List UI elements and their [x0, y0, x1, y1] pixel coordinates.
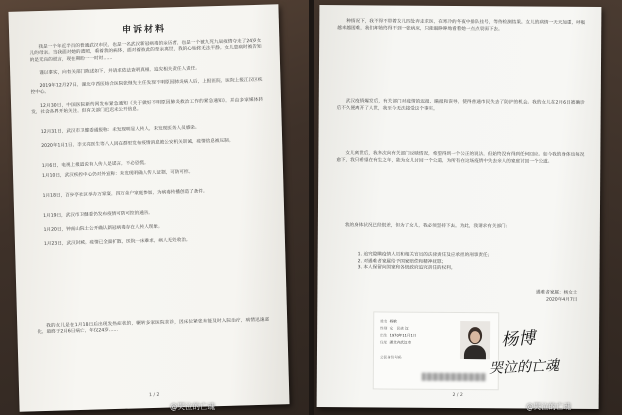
date-line: 2020年4月7日: [546, 297, 578, 303]
id-photo: [460, 321, 490, 359]
watermark-left: @哭泣的亡魂: [170, 402, 215, 411]
photo-body: [464, 345, 486, 359]
paragraph: 2019年12月27日，湖北中西医结合医院张继先主任发现不明原因肺炎病人后，上报医院，医院上报江汉区疾控中心。: [30, 77, 263, 96]
paragraph: 1月10日，武汉疾控中心仍对外宣称：未发现明确人传人证据，可防可控。: [42, 169, 194, 179]
page-number: 2 / 2: [452, 392, 463, 399]
handwritten-signature: 杨博: [500, 328, 536, 351]
paragraph: 12月30日，中国医院新药网发布紧急通知《关于做好不明原因肺炎救治工作的紧急通知》，并由多家媒体转发，社会各界开始关注，但有关部门迟迟未公开信息。: [31, 97, 264, 116]
list-item: 2. 对遇难者家属给予国家赔偿和精神抚慰；: [357, 258, 447, 265]
id-name-row: 姓名 杨敏: [380, 319, 397, 324]
paragraph: 女儿离世后，我多次向有关部门反映情况，希望得到一个公正的说法，但始终没有得到任何回应。如今我的身体也每况愈下，我只希望在有生之年，能为女儿讨回一个公道，为所有在这场疫情中失去亲人的家庭讨回一个公道。: [336, 151, 585, 165]
redacted-id-number: [422, 373, 486, 381]
id-number-label: 公民身份号码: [379, 355, 402, 360]
id-card-copy: [373, 311, 500, 390]
paragraph: 1月23日，武汉封城。疫情已全面扩散，医院一床难求，病人无处收治。: [43, 237, 191, 247]
paragraph: 我的女儿是在1月18日后出现发热症状的，辗转多家医院求诊，因床位紧张未能及时入院治疗，病情迅速恶化，最终于2月6日病亡，年仅24岁……: [37, 317, 270, 336]
handwritten-alias: 哭泣的亡魂: [488, 357, 560, 378]
page-number: 1 / 2: [148, 392, 160, 399]
paragraph: 1月6日，电视上报道说有人传人是谣言，不必恐慌。: [41, 160, 149, 169]
paragraph: 2020年1月1日，李文亮医生等八人因在群里发布疫情消息被公安机关训诫，疫情信息被压制。: [41, 138, 234, 149]
paragraph: 种情况下，我不得不带着女儿四处奔走求医，在寒冷的冬夜中排队挂号，等待检测结果。女儿的病情一天天加重，呼吸越来越困难，我们却始终得不到一张病床，只能眼睁睁地看着她一点点衰弱下去。: [337, 19, 586, 33]
paragraph: 我是一个年近半百的普通武汉市民，也是一名武汉新冠病毒的亲历者，也是一个被九死九辰疫情夺走了24岁女儿的母亲。当我面对她的遗照，看着我的病体，面对着彼此的至亲离世，我的心始终无法平静。女儿患病时被告知的是无良的谎言，现在期盼一一时时……: [29, 38, 262, 63]
document-page-2: [317, 5, 602, 409]
paragraph: 1月20日，钟南山院士公开确认新冠病毒存在人传人现象。: [43, 224, 163, 233]
paragraph: 谨以事实，向有关部门陈述如下，并请求依法查明真相，追究相关责任人责任。: [39, 66, 201, 77]
signer-line: 遇难者家属：杨女士: [536, 290, 578, 296]
paragraph: 我的身体状况已经很差，但为了女儿，我必须坚持下去。为此，我请求有关部门：: [344, 223, 511, 230]
paragraph: 1月19日，武汉市卫健委仍发布疫情可防可控的通告。: [43, 210, 154, 219]
id-card-fields: [380, 318, 417, 361]
paragraph: 12月31日，武汉市卫健委通报称：未发现明显人传人，未发现医务人员感染。: [40, 125, 200, 135]
paragraph: 1月18日，百步亭社区举办万家宴，四万余户家庭参加，为病毒传播创造了条件。: [42, 189, 208, 199]
document-page-1: [8, 4, 289, 411]
paragraph: 武汉疫情爆发后，有关部门对疫情的迟报、瞒报和误导，使得普通市民失去了防护的机会。我的女儿在2月6日被确诊后不久便离开了人世，我至今无法接受这个事实。: [336, 99, 585, 112]
list-item: 1. 追究隐瞒疫情人员和相关官员的法律责任及应承担的刑事责任；: [357, 252, 493, 259]
list-item: 3. 本人保留向国家和各级政府追究责任的权利。: [357, 265, 456, 272]
signature-block: [536, 290, 577, 304]
id-address-row: 住址 湖北省武汉市: [380, 340, 412, 345]
id-birth-row: 出生 1970年11月1日: [380, 333, 417, 338]
photo-face: [470, 331, 480, 343]
watermark-right: @哭泣的亡魂: [526, 402, 571, 411]
id-gender-row: 性别 女 民族 汉: [380, 326, 409, 331]
request-list: [358, 252, 580, 274]
photo-divider: [309, 0, 314, 415]
document-title: 申诉材料: [121, 24, 167, 36]
